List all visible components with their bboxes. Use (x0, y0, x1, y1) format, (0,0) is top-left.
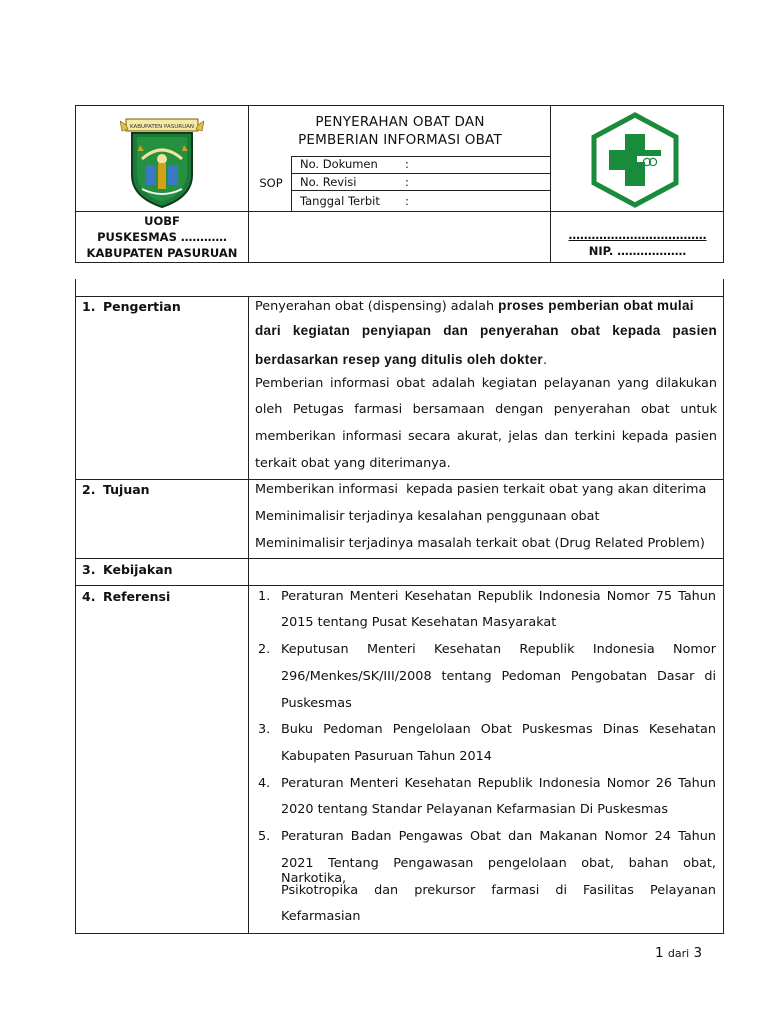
reference-text: Kabupaten Pasuruan Tahun 2014 (281, 749, 492, 764)
section-number: 1. (82, 299, 96, 314)
divider (248, 105, 249, 263)
pengertian-text: terkait obat yang diterimanya. (255, 456, 451, 471)
pengertian-text: oleh Petugas farmasi bersamaan dengan penyerahan obat untuk (255, 402, 717, 417)
org-line: UOBF (144, 214, 180, 228)
section-title: Pengertian (103, 299, 181, 314)
pengertian-line (255, 298, 717, 314)
title-line: PEMBERIAN INFORMASI OBAT (298, 132, 502, 148)
pengertian-emphasis: dari kegiatan penyiapan dan penyerahan obat kepada pasien (255, 323, 717, 338)
section-title: Referensi (103, 589, 171, 604)
signature-block (551, 227, 724, 259)
reference-text: 2020 tentang Standar Pelayanan Kefarmasian Di Puskesmas (281, 802, 669, 817)
divider (75, 211, 724, 212)
page-of: dari (667, 947, 690, 960)
meta-separator: : (405, 194, 409, 208)
reference-text: Kefarmasian (281, 909, 361, 924)
divider (75, 558, 724, 559)
reference-text: 2021 Tentang Pengawasan pengelolaan obat, bahan obat, Narkotika, (281, 856, 716, 886)
section-number: 3. (82, 562, 96, 577)
section-number: 2. (82, 482, 96, 497)
section-number: 4. (82, 589, 96, 604)
meta-separator: : (405, 157, 409, 171)
divider (75, 585, 724, 586)
section-title: Tujuan (103, 482, 150, 497)
reference-text: Peraturan Menteri Kesehatan Republik Indonesia Nomor 26 Tahun (281, 776, 716, 791)
section-title: Kebijakan (103, 562, 173, 577)
sop-label: SOP (259, 176, 283, 190)
organization-name (76, 213, 248, 261)
kabupaten-pasuruan-emblem (120, 115, 204, 211)
meta-label: No. Dokumen (300, 157, 378, 171)
divider (248, 296, 249, 934)
pengertian-text: Pemberian informasi obat adalah kegiatan pelayanan yang dilakukan (255, 376, 717, 391)
title-line: PENYERAHAN OBAT DAN (315, 114, 485, 130)
reference-text: Peraturan Menteri Kesehatan Republik Indonesia Nomor 75 Tahun (281, 589, 716, 604)
reference-text: Keputusan Menteri Kesehatan Republik Indonesia Nomor (281, 642, 716, 657)
signature-nip: NIP. ……………… (588, 244, 687, 258)
reference-text: 296/Menkes/SK/III/2008 tentang Pedoman Pengobatan Dasar di (281, 669, 716, 684)
divider (291, 190, 550, 191)
page-total: 3 (693, 945, 703, 961)
signature-name: ……………………………… (568, 228, 707, 242)
puskesmas-logo (590, 112, 680, 208)
tujuan-item: Meminimalisir terjadinya kesalahan penggunaan obat (255, 509, 600, 524)
pengertian-period: . (542, 353, 548, 368)
page-number (655, 945, 702, 961)
tujuan-item: Memberikan informasi kepada pasien terkait obat yang akan diterima (255, 482, 707, 497)
page-current: 1 (655, 945, 664, 961)
pengertian-emphasis: proses pemberian obat mulai (498, 298, 694, 313)
meta-label: No. Revisi (300, 175, 357, 189)
divider (723, 279, 724, 296)
divider (75, 279, 76, 296)
reference-number: 2. (258, 642, 271, 657)
pengertian-text: memberikan informasi secara akurat, jelas dan terkini kepada pasien (255, 429, 717, 444)
reference-text: Puskesmas (281, 696, 352, 711)
reference-number: 4. (258, 776, 271, 791)
divider (75, 479, 724, 480)
pengertian-text: Penyerahan obat (dispensing) adalah (255, 299, 495, 314)
reference-number: 1. (258, 589, 271, 604)
org-line: KABUPATEN PASURUAN (86, 246, 238, 260)
divider (291, 173, 550, 174)
tujuan-item: Meminimalisir terjadinya masalah terkait obat (Drug Related Problem) (255, 536, 705, 551)
pengertian-line (255, 349, 717, 368)
meta-label: Tanggal Terbit (300, 194, 380, 208)
reference-text: Psikotropika dan prekursor farmasi di Fasilitas Pelayanan (281, 883, 716, 898)
org-line: PUSKESMAS ………… (97, 230, 227, 244)
pengertian-emphasis: berdasarkan resep yang ditulis oleh dokter (255, 352, 543, 367)
divider (291, 156, 292, 211)
reference-number: 3. (258, 722, 271, 737)
svg-text:KABUPATEN PASURUAN: KABUPATEN PASURUAN (129, 124, 195, 130)
reference-text: Buku Pedoman Pengelolaan Obat Puskesmas Dinas Kesehatan (281, 722, 716, 737)
reference-text: 2015 tentang Pusat Kesehatan Masyarakat (281, 615, 557, 630)
meta-separator: : (405, 175, 409, 189)
document-title (250, 113, 550, 149)
reference-text: Peraturan Badan Pengawas Obat dan Makanan Nomor 24 Tahun (281, 829, 716, 844)
reference-number: 5. (258, 829, 271, 844)
